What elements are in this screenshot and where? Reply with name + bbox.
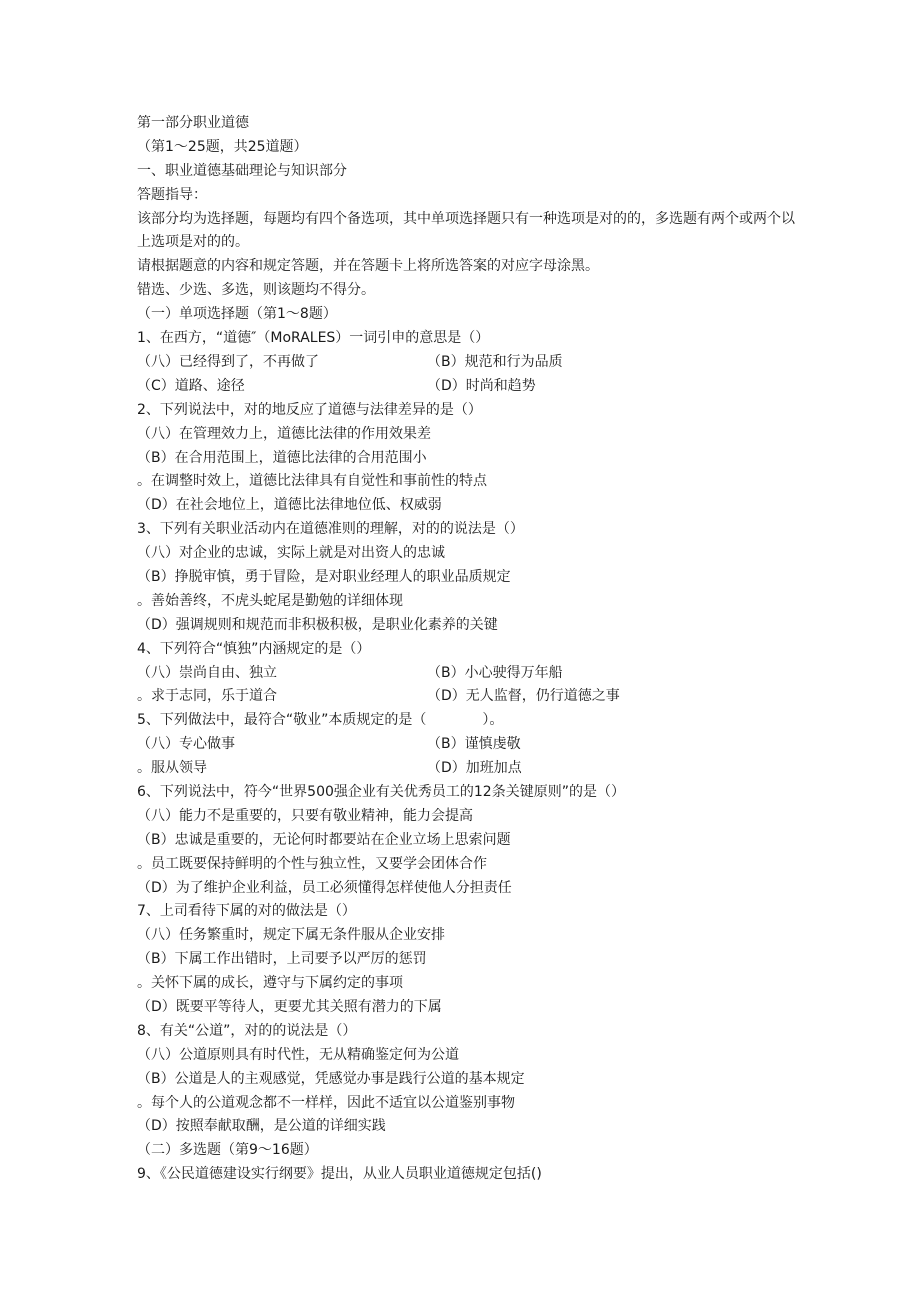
option-b: （B）下属工作出错时，上司要予以严厉的惩罚 [137, 951, 427, 968]
question-stem: 9、《公民道德建设实行纲要》提出，从业人员职业道德规定包括() [137, 1166, 542, 1183]
question-stem: 5、下列做法中，最符合“敬业”本质规定的是（ ）。 [137, 712, 504, 729]
option-b: （B）忠诚是重要的，无论何时都要站在企业立场上思索问题 [137, 831, 511, 848]
option-a: （八）对企业的忠诚，实际上就是对出资人的忠诚 [137, 545, 445, 562]
option-c: 。求于志同，乐于道合 [137, 688, 277, 705]
option-c: 。善始善终，不虎头蛇尾是勤勉的详细体现 [137, 592, 403, 609]
option-b: （B）在合用范围上，道德比法律的合用范围小 [137, 449, 427, 466]
multi-choice-heading: （二）多选题（第9～16题） [137, 1142, 318, 1159]
question-stem: 3、下列有关职业活动内在道德准则的理解，对的的说法是（） [137, 521, 524, 538]
option-c: （C）道路、途径 [137, 377, 245, 394]
option-a: （八）公道原则具有时代性，无从精确鉴定何为公道 [137, 1046, 459, 1063]
option-a: （八）能力不是重要的，只要有敬业精神，能力会提高 [137, 807, 473, 824]
question-range: （第1～25题，共25道题） [137, 138, 308, 155]
question-stem: 1、在西方，“道德″（MoRALES）一词引申的意思是（） [137, 330, 490, 347]
option-d: （D）无人监督，仍行道德之事 [427, 688, 620, 705]
option-row [137, 662, 797, 686]
option-d: （D）加班加点 [427, 760, 522, 777]
option-row [137, 757, 797, 781]
question-stem: 8、有关“公道”，对的的说法是（） [137, 1022, 357, 1039]
guide-title: 答题指导： [137, 186, 207, 203]
option-c: 。员工既要保持鲜明的个性与独立性，又要学会团体合作 [137, 855, 487, 872]
option-a: （八）已经得到了，不再做了 [137, 353, 319, 370]
option-b: （B）小心驶得万年船 [427, 664, 563, 681]
option-a: （八）崇尚自由、独立 [137, 664, 277, 681]
option-c: 。服从领导 [137, 760, 207, 777]
option-row [137, 733, 797, 757]
option-b: （B）规范和行为品质 [427, 353, 563, 370]
exam-page [137, 112, 797, 1187]
option-a: （八）在管理效力上，道德比法律的作用效果差 [137, 425, 431, 442]
option-a: （八）专心做事 [137, 736, 235, 753]
option-d: （D）为了维护企业利益，员工必须懂得怎样使他人分担责任 [137, 879, 512, 896]
guide-text-2: 请根据题意的内容和规定答题，并在答题卡上将所选答案的对应字母涂黑。 [137, 258, 599, 275]
option-b: （B）谨慎虔敬 [427, 736, 521, 753]
guide-text-1: 该部分均为选择题，每题均有四个备选项，其中单项选择题只有一种选项是对的的，多选题有两个或两个以上选项是对的的。 [137, 210, 795, 251]
option-d: （D）在社会地位上，道德比法律地位低、权威弱 [137, 497, 442, 514]
single-choice-heading: （一）单项选择题（第1～8题） [137, 306, 337, 323]
option-d: （D）既要平等待人，更要尤其关照有潜力的下属 [137, 998, 442, 1015]
option-c: 。在调整时效上，道德比法律具有自觉性和事前性的特点 [137, 473, 487, 490]
option-row [137, 375, 797, 399]
option-row [137, 685, 797, 709]
question-stem: 6、下列说法中，符今“世界500强企业有关优秀员工的12条关键原则”的是（） [137, 783, 625, 800]
part-title: 第一部分职业道德 [137, 115, 249, 131]
option-c: 。关怀下属的成长，遵守与下属约定的事项 [137, 975, 403, 992]
option-d: （D）时尚和趋势 [427, 377, 536, 394]
option-b: （B）公道是人的主观感觉，凭感觉办事是践行公道的基本规定 [137, 1070, 525, 1087]
option-row [137, 351, 797, 375]
option-d: （D）强调规则和规范而非积极积极，是职业化素养的关键 [137, 616, 498, 633]
option-b: （B）挣脱审慎，勇于冒险，是对职业经理人的职业品质规定 [137, 568, 511, 585]
guide-text-3: 错选、少选、多选，则该题均不得分。 [137, 282, 375, 299]
question-stem: 4、下列符合“慎独”内涵规定的是（） [137, 640, 371, 657]
option-a: （八）任务繁重时，规定下属无条件服从企业安排 [137, 927, 445, 944]
option-d: （D）按照奉献取酬，是公道的详细实践 [137, 1118, 386, 1135]
question-stem: 7、上司看待下属的对的做法是（） [137, 903, 356, 920]
question-stem: 2、下列说法中，对的地反应了道德与法律差异的是（） [137, 401, 482, 418]
section-heading: 一、职业道德基础理论与知识部分 [137, 162, 347, 179]
option-c: 。每个人的公道观念都不一样样，因此不适宜以公道鉴别事物 [137, 1094, 515, 1111]
